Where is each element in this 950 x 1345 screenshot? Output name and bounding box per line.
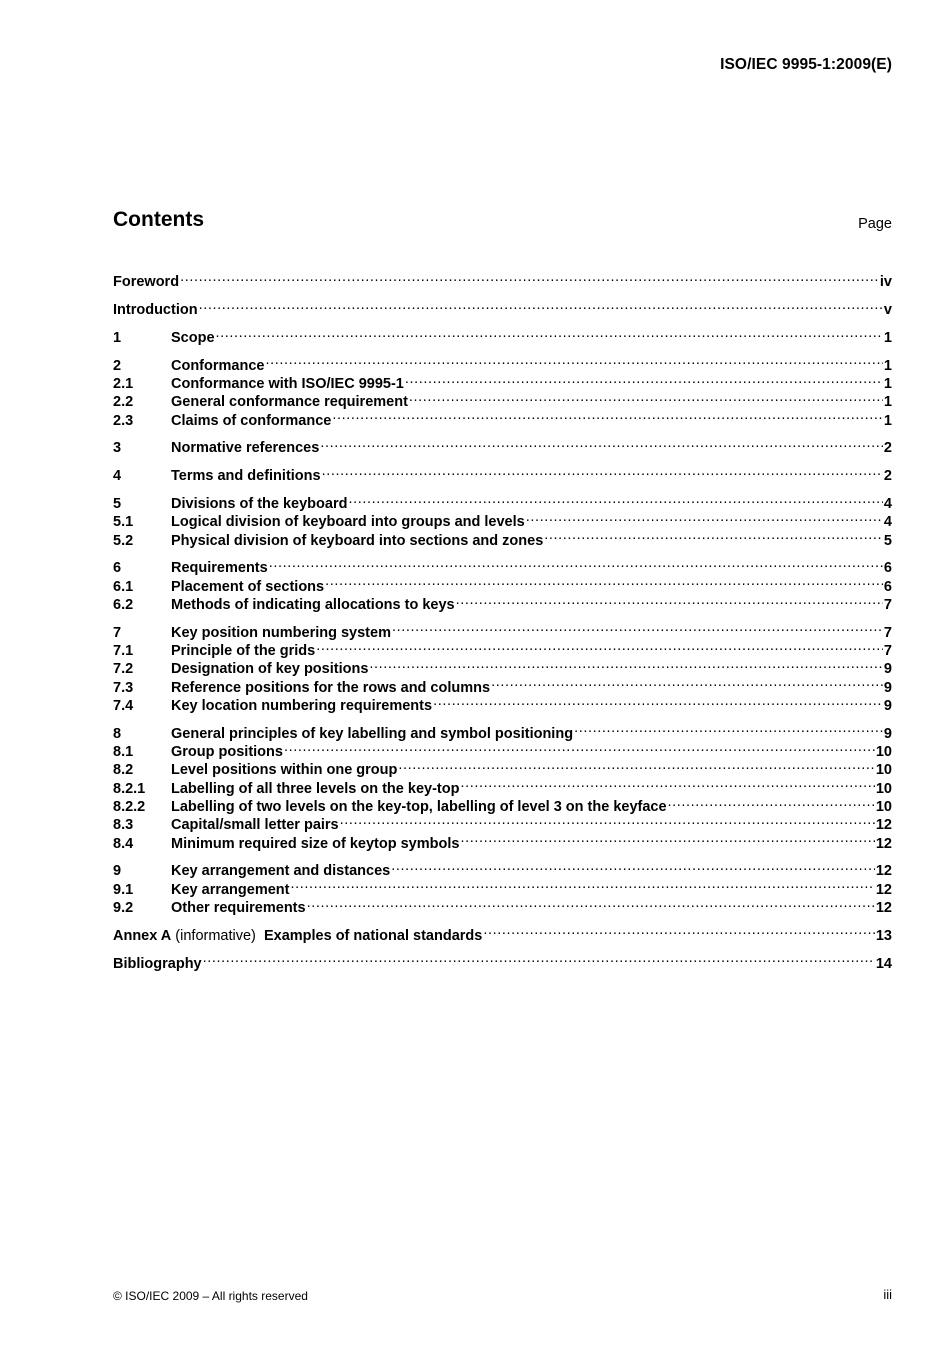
toc-entry-page: 9: [883, 725, 892, 742]
toc-entry[interactable]: [113, 268, 892, 291]
toc-entry-page: 10: [875, 780, 892, 797]
toc-entry-title: [171, 329, 215, 347]
table-of-contents: [113, 268, 892, 972]
toc-dot-leader: [398, 756, 874, 774]
toc-entry-number: 9.1: [113, 881, 134, 898]
toc-dot-leader: [325, 572, 883, 590]
toc-entry-page: 7: [883, 624, 892, 641]
toc-entry-page: 9: [883, 679, 892, 696]
toc-entry-number: 8.2.2: [113, 798, 146, 815]
toc-entry-page: 12: [875, 899, 892, 916]
toc-entry-number: 1: [113, 329, 122, 346]
footer-copyright: © ISO/IEC 2009 – All rights reserved: [113, 1289, 308, 1303]
toc-entry-number: 8.4: [113, 835, 134, 852]
toc-entry-title-text: Normative references: [171, 440, 320, 457]
contents-header: [113, 208, 892, 238]
toc-entry-title-text: Labelling of two levels on the key-top, labelling of level 3 on the keyface: [171, 798, 667, 815]
toc-entry[interactable]: [113, 949, 892, 972]
toc-entry-title: [171, 596, 455, 614]
toc-entry-page: 12: [875, 817, 892, 834]
toc-dot-leader: [307, 894, 875, 912]
toc-dot-leader: [316, 637, 883, 655]
toc-dot-leader: [391, 857, 875, 875]
toc-entry-title: [171, 642, 315, 660]
toc-entry-title: [171, 835, 459, 853]
toc-entry-page: 5: [883, 532, 892, 549]
toc-entry-title: [113, 927, 482, 945]
toc-entry-title: [171, 375, 404, 393]
toc-dot-leader: [544, 526, 883, 544]
footer-page-number: iii: [883, 1287, 892, 1302]
toc-dot-leader: [332, 406, 883, 424]
toc-entry-number: 7: [113, 624, 122, 641]
toc-entry-title-text: Designation of key positions: [171, 661, 369, 678]
toc-entry[interactable]: [113, 324, 892, 346]
toc-entry-number: 4: [113, 468, 122, 485]
toc-dot-leader: [290, 875, 874, 893]
toc-entry-number: 5.2: [113, 532, 134, 549]
toc-entry[interactable]: [113, 296, 892, 319]
toc-entry-number: 8.1: [113, 744, 134, 761]
toc-entry[interactable]: [113, 618, 892, 641]
toc-entry-page: 9: [883, 697, 892, 714]
toc-dot-leader: [265, 351, 882, 369]
toc-entry[interactable]: [113, 857, 892, 880]
toc-entry-title-text: Terms and definitions: [171, 468, 321, 485]
toc-entry-title-text: Capital/small letter pairs: [171, 817, 339, 834]
toc-entry-page: 1: [883, 412, 892, 429]
toc-entry-page: 14: [875, 955, 892, 972]
toc-entry-number: 7.2: [113, 661, 134, 678]
toc-entry-title-text: Logical division of keyboard into groups and levels: [171, 514, 525, 531]
toc-entry-title-text: General principles of key labelling and symbol positioning: [171, 725, 574, 742]
toc-entry-page: 6: [883, 560, 892, 577]
toc-dot-leader: [460, 774, 874, 792]
toc-entry-title-text: Placement of sections: [171, 578, 325, 595]
toc-entry[interactable]: [113, 462, 892, 485]
toc-entry-title: [113, 273, 179, 291]
toc-entry-title-text: Principle of the grids: [171, 643, 316, 660]
toc-entry-title-text: Other requirements: [171, 899, 306, 916]
toc-entry-number: 8.2.1: [113, 780, 146, 797]
toc-entry-page: 1: [883, 329, 892, 346]
toc-entry-number: 2.3: [113, 412, 134, 429]
page-column-label: Page: [858, 216, 892, 232]
toc-entry-title-text: Claims of conformance: [171, 412, 332, 429]
toc-entry-number: 7.1: [113, 643, 134, 660]
toc-dot-leader: [348, 490, 882, 508]
toc-dot-leader: [456, 591, 883, 609]
toc-entry-title: [171, 412, 331, 430]
toc-entry-number: 5: [113, 495, 122, 512]
toc-entry-annex-type: (informative): [171, 927, 264, 944]
toc-dot-leader: [199, 296, 883, 314]
toc-dot-leader: [203, 949, 875, 967]
toc-entry-title-text: Conformance: [171, 357, 265, 374]
toc-entry-annex-title: Examples of national standards: [263, 927, 483, 944]
toc-entry-page: 1: [883, 394, 892, 411]
toc-entry-number: 2.1: [113, 375, 134, 392]
toc-entry-page: iv: [879, 274, 892, 291]
toc-entry-title-text: Level positions within one group: [171, 762, 398, 779]
toc-entry-title-text: Key arrangement and distances: [171, 863, 391, 880]
toc-dot-leader: [483, 921, 875, 939]
toc-dot-leader: [433, 692, 883, 710]
toc-entry-title-text: Annex A: [113, 927, 172, 944]
toc-entry[interactable]: [113, 719, 892, 742]
toc-dot-leader: [668, 793, 875, 811]
toc-entry-number: 9: [113, 863, 122, 880]
toc-entry-page: 12: [875, 881, 892, 898]
toc-entry-page: 13: [875, 927, 892, 944]
toc-entry-page: 10: [875, 798, 892, 815]
toc-entry-number: 9.2: [113, 899, 134, 916]
toc-entry-page: 4: [883, 514, 892, 531]
toc-entry-title-text: Minimum required size of keytop symbols: [171, 835, 460, 852]
toc-entry-title-text: Conformance with ISO/IEC 9995-1: [171, 375, 404, 392]
toc-dot-leader: [180, 268, 879, 286]
toc-entry-title-text: Key arrangement: [171, 881, 290, 898]
toc-entry-page: 12: [875, 863, 892, 880]
toc-entry[interactable]: [113, 490, 892, 512]
toc-entry-number: 7.4: [113, 697, 134, 714]
toc-entry-page: 6: [883, 578, 892, 595]
toc-entry-title: [171, 578, 324, 596]
toc-dot-leader: [491, 673, 883, 691]
toc-entry-title-text: Methods of indicating allocations to keys: [171, 596, 455, 613]
toc-entry-page: 1: [883, 357, 892, 374]
toc-entry-title-text: Labelling of all three levels on the key-top: [171, 780, 460, 797]
toc-entry-title-text: Bibliography: [113, 955, 202, 972]
toc-dot-leader: [574, 719, 883, 737]
toc-entry-page: 2: [883, 440, 892, 457]
toc-dot-leader: [320, 434, 883, 452]
toc-entry[interactable]: [113, 434, 892, 457]
toc-entry-number: 6.1: [113, 578, 134, 595]
toc-dot-leader: [216, 324, 883, 342]
toc-dot-leader: [369, 655, 883, 673]
toc-entry-number: 7.3: [113, 679, 134, 696]
toc-entry-title-text: Physical division of keyboard into sections and zones: [171, 532, 544, 549]
toc-entry-title: [113, 955, 202, 973]
toc-entry-number: 3: [113, 440, 122, 457]
contents-title: Contents: [113, 208, 204, 231]
toc-entry-title-text: Requirements: [171, 560, 268, 577]
toc-dot-leader: [340, 811, 875, 829]
toc-entry-title: [171, 467, 321, 485]
toc-entry-page: v: [883, 302, 892, 319]
toc-entry-number: 6: [113, 560, 122, 577]
toc-entry-title: [171, 881, 289, 899]
toc-entry-title-text: Scope: [171, 329, 215, 346]
toc-entry-title: [171, 559, 268, 577]
toc-entry-title: [171, 357, 264, 375]
toc-entry[interactable]: [113, 921, 892, 944]
toc-entry-title: [171, 532, 543, 550]
toc-entry-title: [171, 816, 339, 834]
toc-entry-page: 9: [883, 661, 892, 678]
toc-entry-title-text: General conformance requirement: [171, 394, 408, 411]
toc-entry-page: 10: [875, 744, 892, 761]
toc-dot-leader: [284, 738, 875, 756]
toc-entry-title: [171, 495, 347, 513]
toc-entry-number: 2: [113, 357, 122, 374]
toc-entry-number: 8: [113, 725, 122, 742]
toc-entry-number: 6.2: [113, 596, 134, 613]
toc-entry-title: [171, 743, 283, 761]
toc-entry-page: 4: [883, 495, 892, 512]
toc-entry-title-text: Reference positions for the rows and columns: [171, 679, 491, 696]
toc-entry-title-text: Introduction: [113, 302, 198, 319]
toc-entry-title-text: Key location numbering requirements: [171, 697, 433, 714]
toc-entry-title: [171, 439, 319, 457]
toc-entry-number: 2.2: [113, 394, 134, 411]
document-id: ISO/IEC 9995-1:2009(E): [720, 56, 892, 73]
toc-entry-title-text: Foreword: [113, 274, 180, 291]
toc-entry-title: [171, 899, 306, 917]
toc-entry-page: 10: [875, 762, 892, 779]
toc-dot-leader: [405, 370, 883, 388]
toc-dot-leader: [269, 554, 883, 572]
toc-entry-number: 8.3: [113, 817, 134, 834]
toc-entry[interactable]: [113, 554, 892, 577]
toc-dot-leader: [322, 462, 883, 480]
toc-entry[interactable]: [113, 351, 892, 374]
toc-entry-page: 7: [883, 643, 892, 660]
toc-entry-page: 12: [875, 835, 892, 852]
toc-entry-title: [171, 780, 459, 798]
toc-entry-title: [171, 761, 397, 779]
toc-dot-leader: [409, 388, 883, 406]
toc-entry-title-text: Key position numbering system: [171, 624, 391, 641]
toc-entry-page: 2: [883, 468, 892, 485]
toc-entry-title: [171, 513, 525, 531]
toc-entry-title: [113, 301, 198, 319]
toc-entry-title-text: Divisions of the keyboard: [171, 495, 348, 512]
toc-entry-title: [171, 697, 432, 715]
toc-entry-page: 7: [883, 596, 892, 613]
toc-dot-leader: [526, 508, 883, 526]
toc-entry-number: 5.1: [113, 514, 134, 531]
toc-entry-title: [171, 660, 368, 678]
toc-dot-leader: [392, 618, 883, 636]
toc-entry-title-text: Group positions: [171, 744, 283, 761]
toc-entry-number: 8.2: [113, 762, 134, 779]
toc-dot-leader: [460, 829, 874, 847]
toc-entry-page: 1: [883, 375, 892, 392]
